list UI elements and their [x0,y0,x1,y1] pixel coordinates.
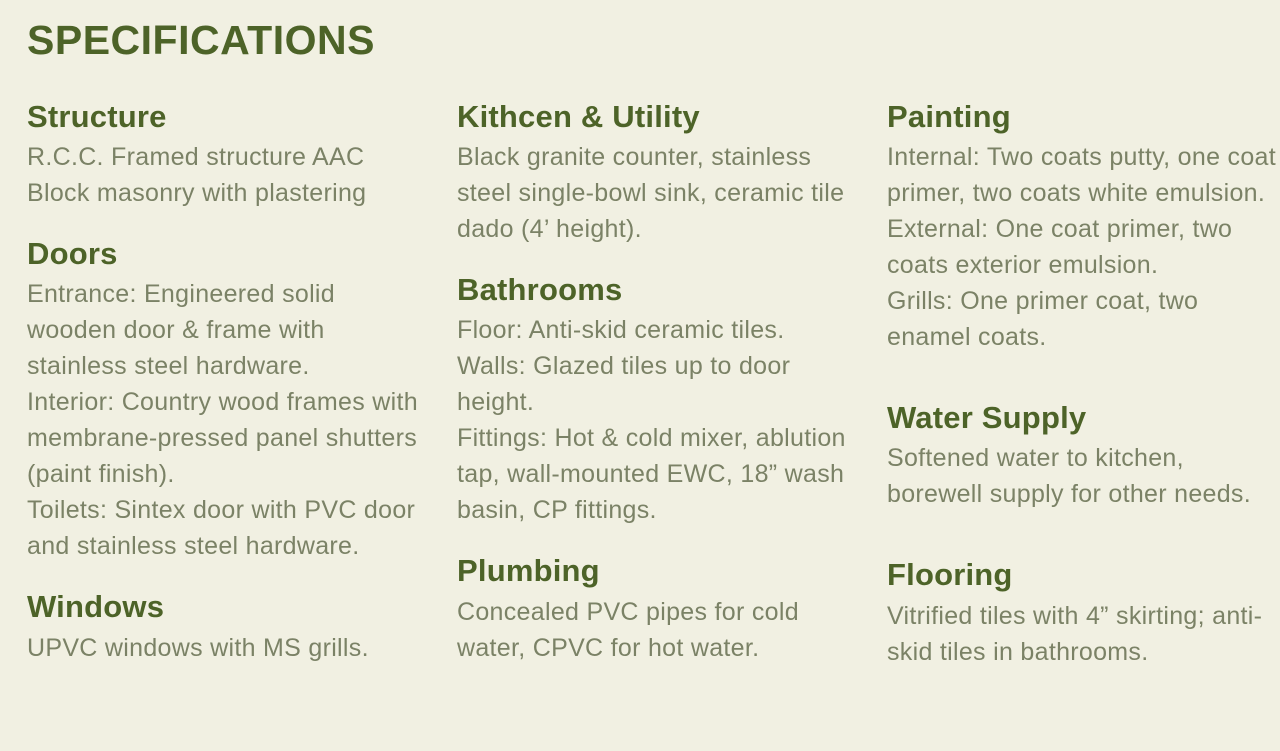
spec-text-line: Fittings: Hot & cold mixer, ablution tap, wall-mounted EWC, 18” wash basin, CP fittings. [457,424,846,525]
section-heading: Bathrooms [457,272,623,308]
spec-text-line: UPVC windows with MS grills. [27,633,369,662]
section-heading: Windows [27,589,165,625]
spec-section-plumbing [457,552,849,665]
section-body [887,139,1279,355]
section-heading: Structure [27,99,167,135]
spec-text-line: Interior: Country wood frames with membrane-pressed panel shutters (paint finish). [27,388,418,489]
spec-text-line: Toilets: Sintex door with PVC door and stainless steel hardware. [27,496,416,561]
spec-section-flooring [887,556,1279,669]
spec-section-doors [27,235,419,564]
spec-text-line: Internal: Two coats putty, one coat primer, two coats white emulsion. [887,143,1276,208]
spec-column-3 [887,98,1279,693]
spec-text-line: Vitrified tiles with 4” skirting; anti-skid tiles in bathrooms. [887,601,1263,666]
section-heading: Kithcen & Utility [457,99,700,135]
spec-section-structure [27,98,419,211]
spec-text-line: Walls: Glazed tiles up to door height. [457,352,791,417]
spec-section-bathrooms [457,271,849,528]
section-body [887,598,1279,670]
spec-section-painting [887,98,1279,355]
section-body [27,276,419,564]
section-body [457,312,849,528]
section-body [27,139,419,211]
section-heading: Doors [27,236,118,272]
section-heading: Water Supply [887,400,1087,436]
spec-text-line: External: One coat primer, two coats exterior emulsion. [887,215,1233,280]
spec-text-line: R.C.C. Framed structure AAC Block masonry with plastering [27,143,367,208]
section-body [457,139,849,247]
spec-section-windows [27,588,419,665]
spec-text-line: Softened water to kitchen, borewell supply for other needs. [887,444,1251,509]
section-heading: Plumbing [457,553,600,589]
spec-text-line: Grills: One primer coat, two enamel coats. [887,287,1199,352]
section-heading: Flooring [887,557,1013,593]
spec-column-1 [27,98,419,693]
spec-column-2 [457,98,849,693]
spec-section-kithcen-utility [457,98,849,247]
page-title: SPECIFICATIONS [27,17,375,63]
spec-text-line: Entrance: Engineered solid wooden door & frame with stainless steel hardware. [27,280,335,381]
section-body [27,630,419,666]
spec-section-water-supply [887,399,1279,512]
spec-text-line: Black granite counter, stainless steel single-bowl sink, ceramic tile dado (4’ height). [457,143,845,244]
spec-text-line: Concealed PVC pipes for cold water, CPVC for hot water. [457,597,799,662]
section-body [457,594,849,666]
section-body [887,440,1279,512]
spec-columns [27,98,1276,693]
spec-text-line: Floor: Anti-skid ceramic tiles. [457,316,785,345]
section-heading: Painting [887,99,1011,135]
